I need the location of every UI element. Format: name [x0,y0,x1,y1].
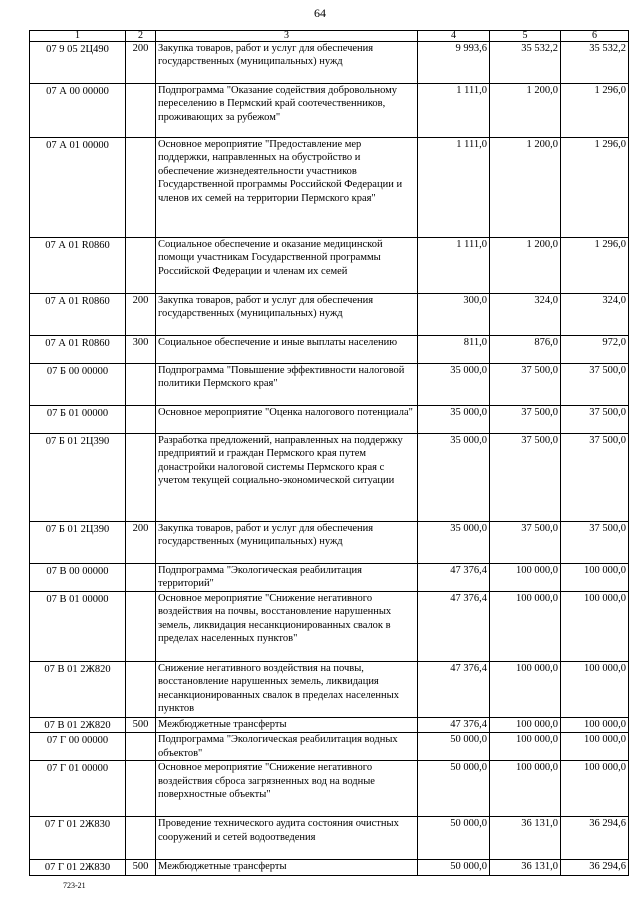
amount-col5-cell: 100 000,0 [490,662,561,718]
expense-type-cell: 500 [126,718,156,733]
amount-col6-cell: 972,0 [561,336,629,364]
item-name-cell: Закупка товаров, работ и услуг для обеспечения государственных (муниципальных) нужд [156,522,418,564]
amount-col6-cell: 37 500,0 [561,522,629,564]
column-header: 4 [418,31,490,42]
budget-code-cell: 07 А 01 R0860 [30,238,126,294]
amount-col6-cell: 36 294,6 [561,860,629,876]
amount-col4-cell: 300,0 [418,294,490,336]
item-name-cell: Закупка товаров, работ и услуг для обеспечения государственных (муниципальных) нужд [156,42,418,84]
amount-col6-cell: 100 000,0 [561,761,629,817]
table-row [30,434,629,522]
amount-col5-cell: 1 200,0 [490,238,561,294]
expense-type-cell [126,662,156,718]
expense-type-cell [126,817,156,860]
amount-col4-cell: 50 000,0 [418,860,490,876]
item-name-cell: Социальное обеспечение и оказание медицинской помощи участникам Государственной программы Российской Федерации и членам их семей [156,238,418,294]
table-row [30,42,629,84]
amount-col6-cell: 100 000,0 [561,662,629,718]
amount-col4-cell: 35 000,0 [418,434,490,522]
column-header: 3 [156,31,418,42]
amount-col5-cell: 100 000,0 [490,718,561,733]
amount-col4-cell: 47 376,4 [418,564,490,592]
amount-col6-cell: 324,0 [561,294,629,336]
table-row [30,817,629,860]
amount-col4-cell: 1 111,0 [418,238,490,294]
table-row [30,238,629,294]
amount-col5-cell: 100 000,0 [490,733,561,761]
expense-type-cell [126,761,156,817]
expense-type-cell: 200 [126,294,156,336]
item-name-cell: Закупка товаров, работ и услуг для обеспечения государственных (муниципальных) нужд [156,294,418,336]
expense-type-cell: 200 [126,42,156,84]
amount-col5-cell: 100 000,0 [490,761,561,817]
item-name-cell: Подпрограмма "Экологическая реабилитация водных объектов" [156,733,418,761]
amount-col4-cell: 35 000,0 [418,406,490,434]
budget-code-cell: 07 В 01 00000 [30,592,126,662]
column-header-row [30,31,629,42]
table-row [30,662,629,718]
item-name-cell: Проведение технического аудита состояния очистных сооружений и сетей водоотведения [156,817,418,860]
amount-col4-cell: 35 000,0 [418,364,490,406]
amount-col5-cell: 37 500,0 [490,364,561,406]
expense-type-cell [126,84,156,138]
amount-col6-cell: 1 296,0 [561,84,629,138]
amount-col6-cell: 1 296,0 [561,138,629,238]
amount-col6-cell: 100 000,0 [561,564,629,592]
amount-col4-cell: 47 376,4 [418,718,490,733]
table-row [30,592,629,662]
amount-col5-cell: 35 532,2 [490,42,561,84]
budget-code-cell: 07 Г 01 2Ж830 [30,817,126,860]
budget-code-cell: 07 В 01 2Ж820 [30,718,126,733]
amount-col5-cell: 1 200,0 [490,138,561,238]
item-name-cell: Подпрограмма "Оказание содействия добровольному переселению в Пермский край соотечественников, проживающих за рубежом" [156,84,418,138]
budget-code-cell: 07 А 01 R0860 [30,294,126,336]
expense-type-cell: 500 [126,860,156,876]
table-row [30,336,629,364]
amount-col6-cell: 37 500,0 [561,406,629,434]
amount-col4-cell: 1 111,0 [418,138,490,238]
column-header: 2 [126,31,156,42]
budget-code-cell: 07 А 00 00000 [30,84,126,138]
budget-code-cell: 07 Б 01 00000 [30,406,126,434]
budget-code-cell: 07 Б 00 00000 [30,364,126,406]
table-row [30,761,629,817]
amount-col6-cell: 100 000,0 [561,718,629,733]
column-header: 1 [30,31,126,42]
page-number: 64 [314,6,326,20]
table-row [30,364,629,406]
table-row [30,564,629,592]
amount-col4-cell: 1 111,0 [418,84,490,138]
budget-code-cell: 07 Б 01 2Ц390 [30,522,126,564]
expense-type-cell [126,364,156,406]
table-row [30,522,629,564]
budget-code-cell: 07 9 05 2Ц490 [30,42,126,84]
budget-code-cell: 07 Г 01 2Ж830 [30,860,126,876]
amount-col5-cell: 36 131,0 [490,860,561,876]
amount-col5-cell: 876,0 [490,336,561,364]
amount-col6-cell: 37 500,0 [561,434,629,522]
amount-col4-cell: 50 000,0 [418,817,490,860]
amount-col6-cell: 36 294,6 [561,817,629,860]
expense-type-cell [126,406,156,434]
amount-col5-cell: 37 500,0 [490,406,561,434]
amount-col6-cell: 37 500,0 [561,364,629,406]
item-name-cell: Разработка предложений, направленных на поддержку предприятий и граждан Пермского края путем донастройки налоговой системы Пермского края с учетом текущей социально-экономической ситуации [156,434,418,522]
amount-col4-cell: 47 376,4 [418,592,490,662]
amount-col4-cell: 35 000,0 [418,522,490,564]
item-name-cell: Подпрограмма "Экологическая реабилитация территорий" [156,564,418,592]
budget-code-cell: 07 Г 01 00000 [30,761,126,817]
budget-table [29,30,629,876]
expense-type-cell [126,138,156,238]
table-row [30,294,629,336]
amount-col5-cell: 36 131,0 [490,817,561,860]
amount-col6-cell: 1 296,0 [561,238,629,294]
amount-col4-cell: 9 993,6 [418,42,490,84]
amount-col5-cell: 100 000,0 [490,592,561,662]
budget-code-cell: 07 В 01 2Ж820 [30,662,126,718]
table-row [30,84,629,138]
expense-type-cell: 200 [126,522,156,564]
item-name-cell: Основное мероприятие "Предоставление мер поддержки, направленных на обустройство и обеспечение жизнедеятельности участников Государственной программы Российской Федерации и членов их семей на территории Пермского края" [156,138,418,238]
item-name-cell: Основное мероприятие "Оценка налогового потенциала" [156,406,418,434]
item-name-cell: Основное мероприятие "Снижение негативного воздействия сброса загрязненных вод на водные поверхностные объекты" [156,761,418,817]
table-row [30,138,629,238]
document-footer-code: 723-21 [63,881,86,890]
budget-code-cell: 07 А 01 00000 [30,138,126,238]
item-name-cell: Основное мероприятие "Снижение негативного воздействия на почвы, восстановление нарушенных земель, ликвидация несанкционированных свалок в пределах населенных пунктов" [156,592,418,662]
amount-col5-cell: 37 500,0 [490,434,561,522]
table-row [30,718,629,733]
amount-col5-cell: 100 000,0 [490,564,561,592]
amount-col4-cell: 811,0 [418,336,490,364]
table-row [30,406,629,434]
budget-code-cell: 07 Б 01 2Ц390 [30,434,126,522]
amount-col5-cell: 1 200,0 [490,84,561,138]
budget-code-cell: 07 А 01 R0860 [30,336,126,364]
expense-type-cell [126,733,156,761]
item-name-cell: Социальное обеспечение и иные выплаты населению [156,336,418,364]
expense-type-cell [126,434,156,522]
amount-col6-cell: 100 000,0 [561,592,629,662]
amount-col6-cell: 35 532,2 [561,42,629,84]
expense-type-cell [126,564,156,592]
expense-type-cell: 300 [126,336,156,364]
budget-code-cell: 07 В 00 00000 [30,564,126,592]
amount-col4-cell: 50 000,0 [418,761,490,817]
amount-col5-cell: 324,0 [490,294,561,336]
amount-col4-cell: 47 376,4 [418,662,490,718]
amount-col4-cell: 50 000,0 [418,733,490,761]
expense-type-cell [126,238,156,294]
item-name-cell: Межбюджетные трансферты [156,718,418,733]
item-name-cell: Межбюджетные трансферты [156,860,418,876]
amount-col6-cell: 100 000,0 [561,733,629,761]
column-header: 6 [561,31,629,42]
table-row [30,860,629,876]
item-name-cell: Снижение негативного воздействия на почвы, восстановление нарушенных земель, ликвидация несанкционированных свалок в пределах населенных пунктов [156,662,418,718]
table-row [30,733,629,761]
amount-col5-cell: 37 500,0 [490,522,561,564]
budget-code-cell: 07 Г 00 00000 [30,733,126,761]
item-name-cell: Подпрограмма "Повышение эффективности налоговой политики Пермского края" [156,364,418,406]
column-header: 5 [490,31,561,42]
expense-type-cell [126,592,156,662]
